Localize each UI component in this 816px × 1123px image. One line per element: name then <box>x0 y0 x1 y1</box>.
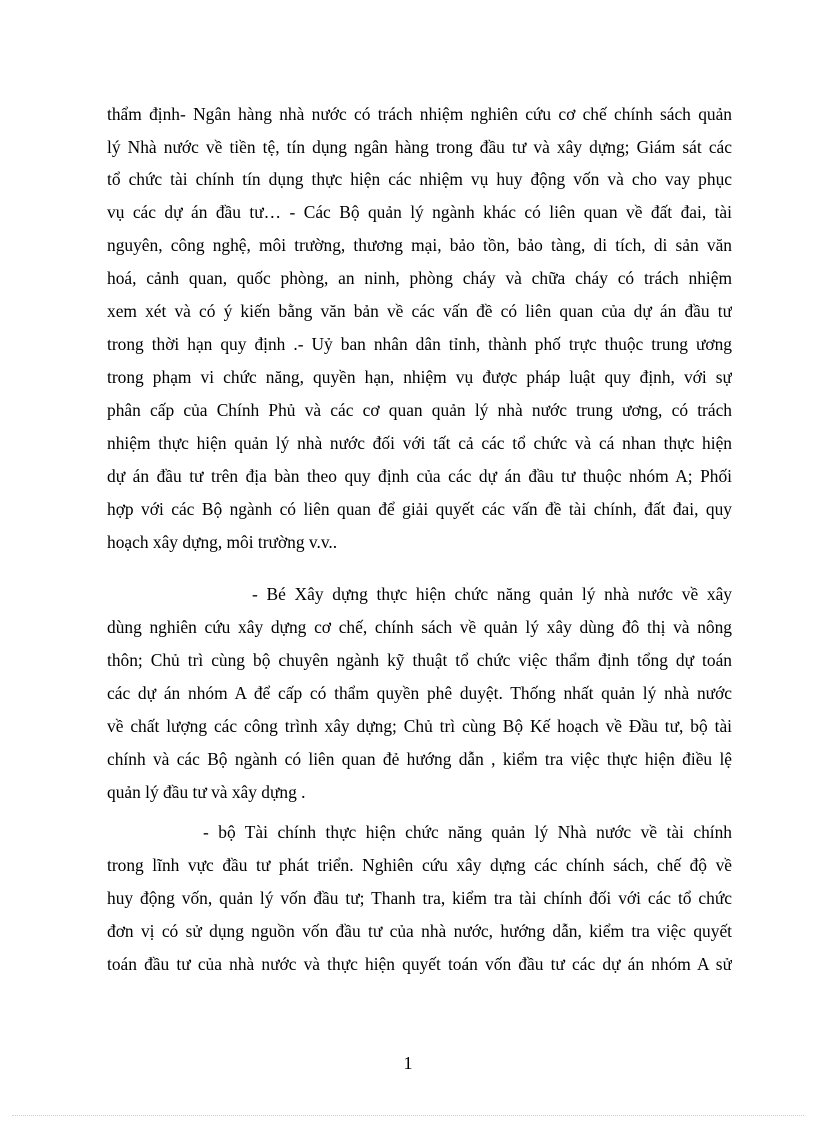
text-line: thôn; Chủ trì cùng bộ chuyên ngành kỹ thuật tổ chức việc thẩm định tổng dự toán <box>107 650 732 670</box>
text-line: dùng nghiên cứu xây dựng cơ chế, chính sách về quản lý xây dùng đô thị và nông <box>107 617 732 637</box>
text-line: tổ chức tài chính tín dụng thực hiện các nhiệm vụ huy động vốn và cho vay phục <box>107 169 732 189</box>
text-line: vụ các dự án đầu tư… - Các Bộ quản lý ngành khác có liên quan về đất đai, tài <box>107 202 732 222</box>
text-line: dự án đầu tư trên địa bàn theo quy định của các dự án đầu tư thuộc nhóm A; Phối <box>107 466 732 486</box>
text-line: về chất lượng các công trình xây dựng; Chủ trì cùng Bộ Kế hoạch về Đầu tư, bộ tài <box>107 716 732 736</box>
page-bottom-border <box>12 1115 804 1116</box>
text-line: nguyên, công nghệ, môi trường, thương mại, bảo tồn, bảo tàng, di tích, di sản văn <box>107 235 732 255</box>
text-line: phân cấp của Chính Phủ và các cơ quan quản lý nhà nước trung ương, có trách <box>107 400 732 420</box>
text-line: hoạch xây dựng, môi trường v.v.. <box>107 532 338 552</box>
text-line: chính và các Bộ ngành có liên quan đẻ hướng dẫn , kiểm tra việc thực hiện điều lệ <box>107 749 732 769</box>
text-line: thẩm định- Ngân hàng nhà nước có trách nhiệm nghiên cứu cơ chế chính sách quản <box>107 104 732 124</box>
text-line: đơn vị có sử dụng nguồn vốn đầu tư của nhà nước, hướng dẫn, kiểm tra việc quyết <box>107 921 732 941</box>
text-line: xem xét và có ý kiến bằng văn bản về các vấn đề có liên quan của dự án đầu tư <box>107 301 732 321</box>
text-line: - bộ Tài chính thực hiện chức năng quản lý Nhà nước về tài chính <box>203 822 732 842</box>
text-line: toán đầu tư của nhà nước và thực hiện quyết toán vốn đầu tư các dự án nhóm A sử <box>107 954 732 974</box>
text-line: lý Nhà nước về tiền tệ, tín dụng ngân hàng trong đầu tư và xây dựng; Giám sát các <box>107 137 732 157</box>
text-line: hợp với các Bộ ngành có liên quan để giải quyết các vấn đề tài chính, đất đai, quy <box>107 499 732 519</box>
text-line: hoá, cảnh quan, quốc phòng, an ninh, phòng cháy và chữa cháy có trách nhiệm <box>107 268 732 288</box>
text-line: nhiệm thực hiện quản lý nhà nước đối với tất cả các tổ chức và cá nhan thực hiện <box>107 433 732 453</box>
text-line: quản lý đầu tư và xây dựng . <box>107 782 306 802</box>
text-line: trong lĩnh vực đầu tư phát triển. Nghiên cứu xây dựng các chính sách, chế độ về <box>107 855 732 875</box>
text-line: trong phạm vi chức năng, quyền hạn, nhiệm vụ được pháp luật quy định, với sự <box>107 367 732 387</box>
text-line: huy động vốn, quản lý vốn đầu tư; Thanh tra, kiểm tra tài chính đối với các tổ chức <box>107 888 732 908</box>
text-line: - Bé Xây dựng thực hiện chức năng quản lý nhà nước về xây <box>252 584 732 604</box>
text-line: trong thời hạn quy định .- Uỷ ban nhân dân tỉnh, thành phố trực thuộc trung ương <box>107 334 732 354</box>
page-number: 1 <box>403 1053 413 1073</box>
text-line: các dự án nhóm A để cấp có thẩm quyền phê duyệt. Thống nhất quản lý nhà nước <box>107 683 732 703</box>
